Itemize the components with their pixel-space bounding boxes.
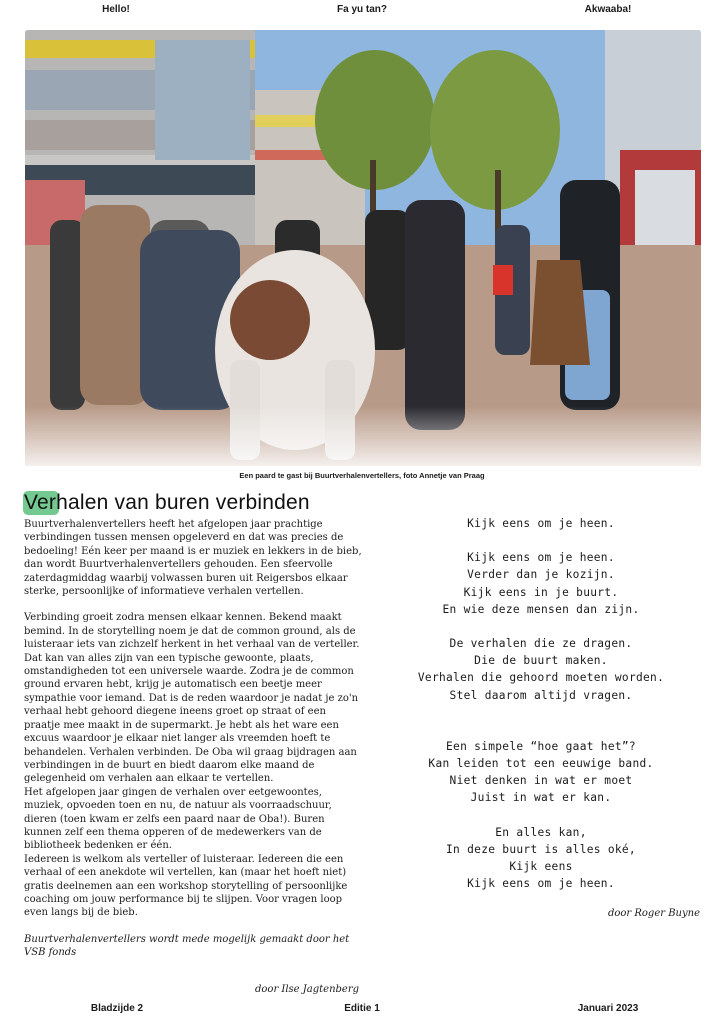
sponsor-note: Buurtverhalenvertellers wordt mede mogelijk gemaakt door het VSB fonds	[24, 933, 350, 959]
street-photo	[25, 30, 701, 466]
poem-line: Kijk eens om je heen.	[467, 877, 615, 891]
poem-author: door Roger Buyne	[607, 908, 700, 919]
poem-stanza-4	[378, 824, 704, 893]
header-greeting-left: Hello!	[102, 4, 130, 15]
poem-line: Kijk eens	[509, 860, 573, 874]
page-footer	[0, 1003, 724, 1023]
poem-line: En alles kan,	[495, 825, 587, 839]
article-body	[24, 518, 362, 973]
footer-date: Januari 2023	[577, 1003, 639, 1014]
header-greeting-right: Akwaaba!	[584, 4, 632, 15]
article-paragraph-4: Iedereen is welkom als verteller of luisteraar. Iedereen die een verhaal of een anekdote wil vertellen, kan (maar het hoeft niet) gratis deelnemen aan een workshop storytelling of persoonlijke coaching om jouw performance bij te slijpen. Voor vragen loop even langs bij de bieb.	[24, 853, 348, 919]
page-header	[0, 4, 724, 24]
poem-stanza-3	[378, 738, 704, 807]
poem-line: Niet denken in wat er moet	[449, 774, 633, 788]
poem-line: Stel daarom altijd vragen.	[449, 688, 633, 702]
poem-title: Kijk eens om je heen.	[467, 517, 615, 530]
poem	[378, 515, 704, 909]
poem-line: Verder dan je kozijn.	[467, 568, 615, 582]
poem-line: Kan leiden tot een eeuwige band.	[428, 757, 654, 771]
poem-line: De verhalen die ze dragen.	[449, 637, 633, 651]
poem-line: In deze buurt is alles oké,	[446, 842, 636, 856]
poem-line: Een simpele “hoe gaat het”?	[446, 739, 636, 753]
photo-caption: Een paard te gast bij Buurtverhalenvertellers, foto Annetje van Praag	[239, 471, 485, 480]
footer-edition: Editie 1	[344, 1003, 380, 1014]
article-author: door Ilse Jagtenberg	[255, 984, 360, 995]
article-paragraph-2: Verbinding groeit zodra mensen elkaar kennen. Bekend maakt bemind. In de storytelling noem je dat de common ground, als de luisteraar iets van zichzelf herkent in het verhaal van de verteller. Dat kan van alles zijn van een typische gewoonte, plaats, omstandigheden tot een universele waarde. Zodra je de common ground ervaren hebt, krijg je automatisch een beetje meer sympathie voor iemand. Dat is de reden waardoor je nadat je zo'n verhaal hebt gehoord diegene ineens groet op straat of een praatje mee maakt in de supermarkt. Je hebt als het ware een excuus waardoor je elkaar niet langer als vreemden hoeft te behandelen. Verhalen verbinden. De Oba wil graag bijdragen aan verbindingen in de buurt en biedt daarom elke maand de gelegenheid om verhalen aan elkaar te vertellen.	[24, 612, 360, 785]
poem-line: Die de buurt maken.	[474, 654, 608, 668]
poem-stanza-2	[378, 635, 704, 704]
photo-fade-overlay	[25, 406, 701, 466]
article-paragraph-3: Het afgelopen jaar gingen de verhalen over eetgewoontes, muziek, opvoeden toen en nu, de natuur als voorraadschuur, dieren (toen kwam er zelfs een paard naar de Oba!). Buren kunnen zelf een thema opperen of de medewerkers van de bibliotheek bedenken er één.	[24, 786, 332, 852]
footer-page-number: Bladzijde 2	[90, 1003, 144, 1014]
article-title: Verhalen van buren verbinden	[24, 491, 310, 514]
photo-illustration	[25, 30, 701, 466]
poem-line: Kijk eens in je buurt.	[463, 585, 619, 599]
poem-line: En wie deze mensen dan zijn.	[442, 602, 640, 616]
poem-line: Juist in wat er kan.	[470, 791, 612, 805]
poem-stanza-1	[378, 549, 704, 618]
poem-line: Verhalen die gehoord moeten worden.	[417, 671, 665, 685]
poem-line: Kijk eens om je heen.	[467, 551, 615, 565]
article-paragraph-1: Buurtverhalenvertellers heeft het afgelopen jaar prachtige verbindingen tussen mensen opgeleverd en dat was precies de bedoeling! Eén keer per maand is er muziek en lekkers in de bieb, dan wordt Buurtverhalenvertellers gehouden. Een sfeervolle zaterdagmiddag waarbij volwassen buren uit Reigersbos elkaar sterke, persoonlijke of informatieve verhalen vertellen.	[24, 519, 362, 598]
header-greeting-center: Fa yu tan?	[336, 4, 388, 15]
